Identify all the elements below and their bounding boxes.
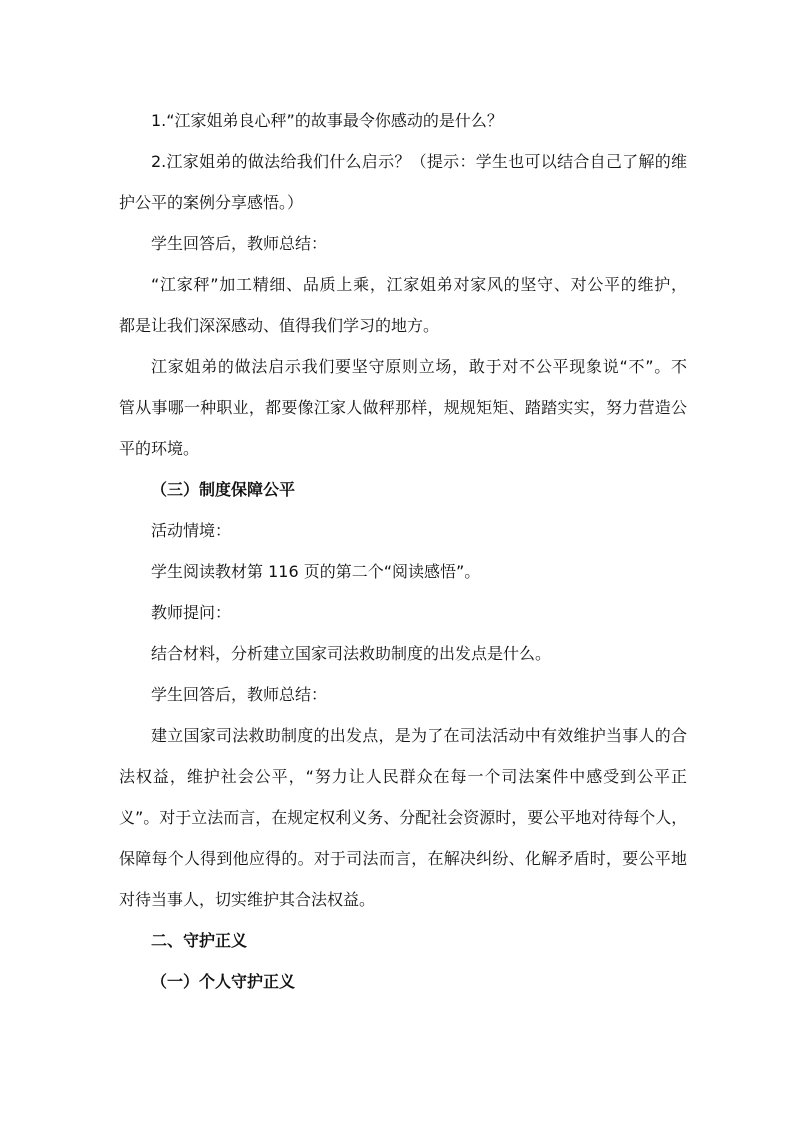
summary-paragraph-3-line-3: 义”。对于立法而言，在规定权利义务、分配社会资源时，要公平地对待每个人， (119, 808, 688, 827)
summary-paragraph-3-line-4: 保障每个人得到他应得的。对于司法而言，在解决纠纷、化解矛盾时，要公平地 (119, 849, 687, 868)
document-body (119, 100, 687, 1002)
section-heading-2: 二、守护正义 (151, 931, 248, 950)
summary-paragraph-2-line-1: 江家姐弟的做法启示我们要坚守原则立场，敢于对不公平现象说“不”。不 (151, 357, 687, 376)
activity-scenario-label: 活动情境： (151, 521, 232, 540)
teacher-question: 结合材料，分析建立国家司法救助制度的出发点是什么。 (151, 644, 552, 663)
summary-paragraph-2-line-2: 管从事哪一种职业，都要像江家人做秤那样，规规矩矩、踏踏实实，努力营造公 (119, 398, 687, 417)
subsection-heading-1: （一）个人守护正义 (151, 972, 296, 991)
summary-paragraph-3-line-5: 对待当事人，切实维护其合法权益。 (119, 890, 376, 909)
question-1: 1.“江家姐弟良心秤”的故事最令你感动的是什么？ (151, 111, 503, 130)
question-2-line-2: 护公平的案例分享感悟。） (119, 193, 304, 212)
summary-paragraph-1-line-2: 都是让我们深深感动、值得我们学习的地方。 (119, 316, 440, 335)
teacher-summary-label: 学生回答后，教师总结： (151, 234, 328, 253)
teacher-question-label: 教师提问： (151, 603, 232, 622)
teacher-summary-label-2: 学生回答后，教师总结： (151, 685, 328, 704)
summary-paragraph-1-line-1: “江家秤”加工精细、品质上乘，江家姐弟对家风的坚守、对公平的维护， (151, 275, 687, 294)
summary-paragraph-3-line-2: 法权益，维护社会公平，“努力让人民群众在每一个司法案件中感受到公平正 (119, 767, 687, 786)
activity-reading: 学生阅读教材第 116 页的第二个“阅读感悟”。 (151, 562, 481, 581)
summary-paragraph-2-line-3: 平的环境。 (119, 439, 200, 458)
summary-paragraph-3-line-1: 建立国家司法救助制度的出发点，是为了在司法活动中有效维护当事人的合 (151, 726, 687, 745)
question-2-line-1: 2.江家姐弟的做法给我们什么启示？（提示：学生也可以结合自己了解的维 (151, 152, 687, 171)
section-heading-3: （三）制度保障公平 (151, 480, 296, 499)
